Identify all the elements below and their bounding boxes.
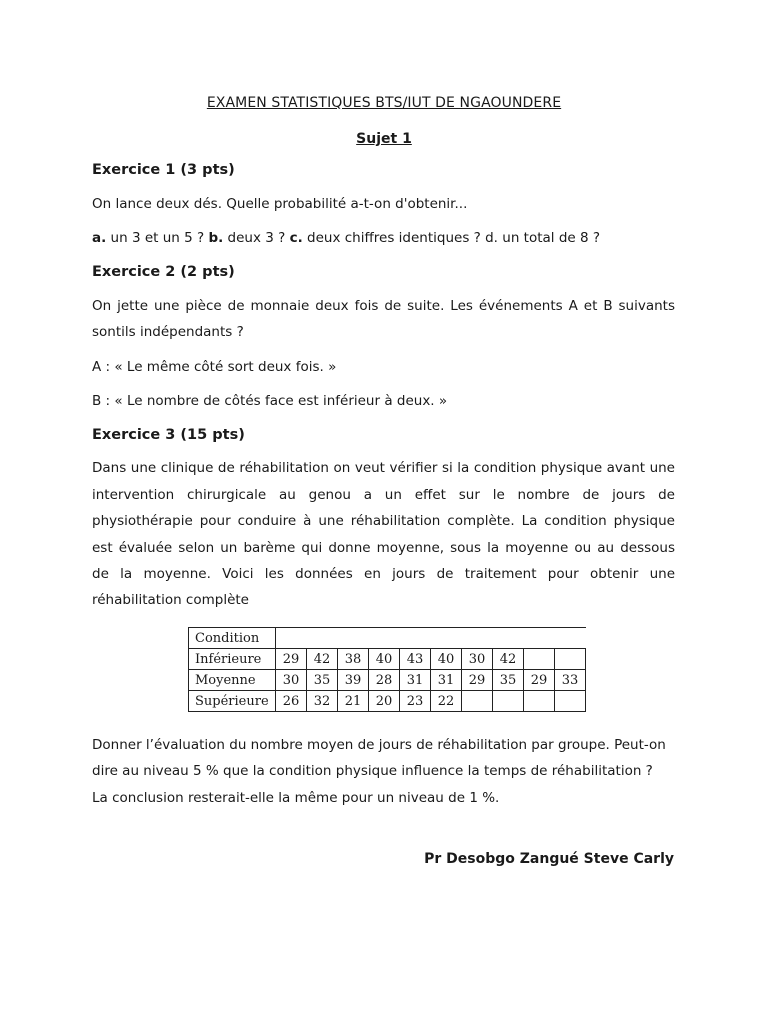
author-signature: Pr Desobgo Zangué Steve Carly — [424, 851, 674, 867]
option-b-text: deux 3 ? — [223, 230, 290, 246]
conclusion-line-1: Donner l’évaluation du nombre moyen de jours de réhabilitation par groupe. Peut-on — [92, 737, 666, 753]
option-a-text: un 3 et un 5 ? — [106, 230, 209, 246]
exercise-3-heading: Exercice 3 (15 pts) — [92, 427, 245, 443]
exercise-3-line-2: intervention chirurgicale au genou a un effet sur le nombre de jours de — [92, 487, 675, 503]
exercise-3-line-5: de la moyenne. Voici les données en jours de traitement pour obtenir une — [92, 566, 675, 582]
exercise-2-paragraph-line-2: sontils indépendants ? — [92, 324, 244, 340]
option-b-label: b. — [208, 230, 224, 246]
option-a-label: a. — [92, 230, 107, 246]
exercise-2-heading: Exercice 2 (2 pts) — [92, 264, 235, 280]
table-row: Inférieure 29 42 38 40 43 40 30 42 — [189, 649, 586, 670]
exercise-1-heading: Exercice 1 (3 pts) — [92, 162, 235, 178]
exercise-3-line-3: physiothérapie pour conduire à une réhabilitation complète. La condition physique — [92, 513, 675, 529]
exercise-1-options — [92, 230, 600, 246]
table-header-row — [189, 628, 586, 649]
exercise-3-line-4: est évaluée selon un barème qui donne moyenne, sous la moyenne ou au dessous — [92, 540, 675, 556]
exam-title: EXAMEN STATISTIQUES BTS/IUT DE NGAOUNDERE — [206, 95, 562, 111]
table-row: Moyenne 30 35 39 28 31 31 29 35 29 33 — [189, 670, 586, 691]
option-c-label: c. — [289, 230, 303, 246]
exercise-1-question: On lance deux dés. Quelle probabilité a-t-on d'obtenir... — [92, 196, 468, 212]
exercise-3-line-6: réhabilitation complète — [92, 592, 249, 608]
table-row: Supérieure 26 32 21 20 23 22 — [189, 691, 586, 712]
conclusion-line-3: La conclusion resterait-elle la même pour un niveau de 1 %. — [92, 790, 500, 806]
table-header-condition: Condition — [189, 628, 276, 649]
exercise-3-line-1: Dans une clinique de réhabilitation on veut vérifier si la condition physique avant une — [92, 460, 675, 476]
subject-label: Sujet 1 — [356, 131, 412, 147]
data-table — [188, 627, 586, 712]
event-b: B : « Le nombre de côtés face est inférieur à deux. » — [92, 393, 448, 409]
conclusion-line-2: dire au niveau 5 % que la condition physique influence la temps de réhabilitation ? — [92, 763, 653, 779]
exercise-2-paragraph-line-1: On jette une pièce de monnaie deux fois de suite. Les événements A et B suivants — [92, 298, 675, 314]
event-a: A : « Le même côté sort deux fois. » — [92, 359, 337, 375]
option-c-text: deux chiffres identiques ? d. un total de 8 ? — [302, 230, 601, 246]
